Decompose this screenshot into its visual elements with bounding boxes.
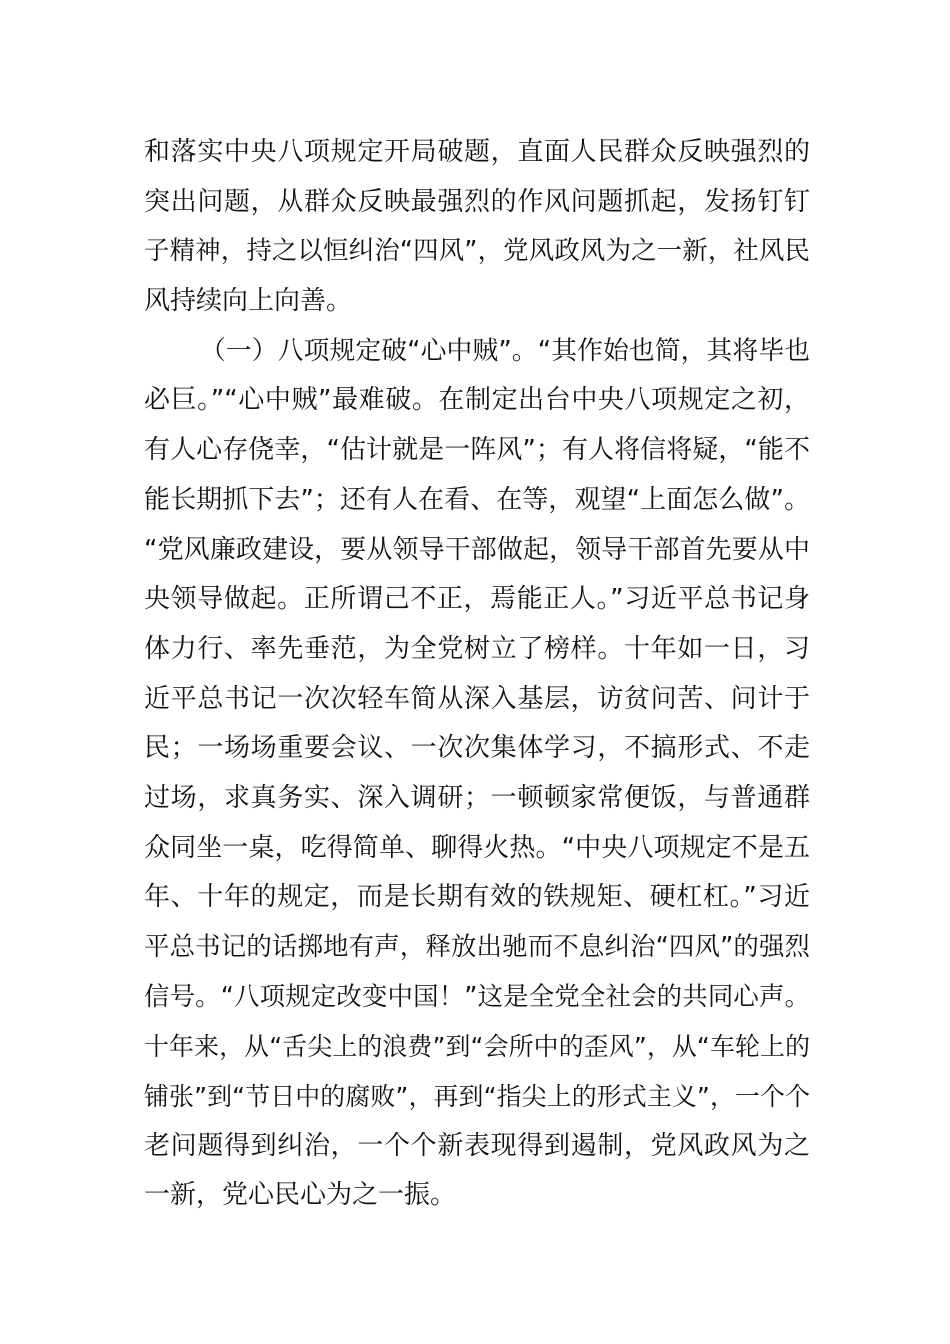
text-line: “党风廉政建设，要从领导干部做起，领导干部首先要从中 — [144, 534, 810, 565]
text-line: 铺张”到“节日中的腐败”，再到“指尖上的形式主义”，一个个 — [144, 1082, 810, 1112]
text-line: 央领导做起。正所谓己不正，焉能正人。”习近平总书记身 — [144, 584, 810, 615]
text-line: 必巨。”“心中贼”最难破。在制定出台中央八项规定之初， — [144, 385, 810, 416]
section-heading-line: （一）八项规定破“心中贼”。“其作始也简，其将毕也 — [200, 335, 810, 366]
text-line: 众同坐一桌，吃得简单、聊得火热。“中央八项规定不是五 — [144, 832, 810, 863]
text-line: 能长期抓下去”；还有人在看、在等，观望“上面怎么做”。 — [144, 484, 810, 515]
text-line: 信号。“八项规定改变中国！”这是全党全社会的共同心声。 — [144, 981, 810, 1012]
text-line: 和落实中央八项规定开局破题，直面人民群众反映强烈的 — [144, 137, 810, 167]
text-line: 民；一场场重要会议、一次次集体学习，不搞形式、不走 — [144, 733, 810, 764]
text-line: 近平总书记一次次轻车简从深入基层，访贫问苦、问计于 — [144, 683, 810, 714]
text-line: 平总书记的话掷地有声，释放出驰而不息纠治“四风”的强烈 — [144, 932, 810, 962]
body-text — [144, 128, 810, 1221]
text-line: 有人心存侥幸，“估计就是一阵风”；有人将信将疑，“能不 — [144, 435, 810, 466]
text-line: 一新，党心民心为之一振。 — [144, 1180, 457, 1211]
text-line: 体力行、率先垂范，为全党树立了榜样。十年如一日，习 — [144, 633, 810, 664]
text-line: 子精神，持之以恒纠治“四风”，党风政风为之一新，社风民 — [144, 236, 810, 267]
text-line: 十年来，从“舌尖上的浪费”到“会所中的歪风”，从“车轮上的 — [144, 1032, 810, 1062]
text-line: 突出问题，从群众反映最强烈的作风问题抓起，发扬钉钉 — [144, 186, 810, 217]
text-line: 老问题得到纠治，一个个新表现得到遏制，党风政风为之 — [144, 1130, 810, 1161]
text-line: 过场，求真务实、深入调研；一顿顿家常便饭，与普通群 — [144, 782, 810, 813]
text-line: 年、十年的规定，而是长期有效的铁规矩、硬杠杠。”习近 — [144, 882, 810, 913]
text-line: 风持续向上向善。 — [144, 286, 353, 317]
